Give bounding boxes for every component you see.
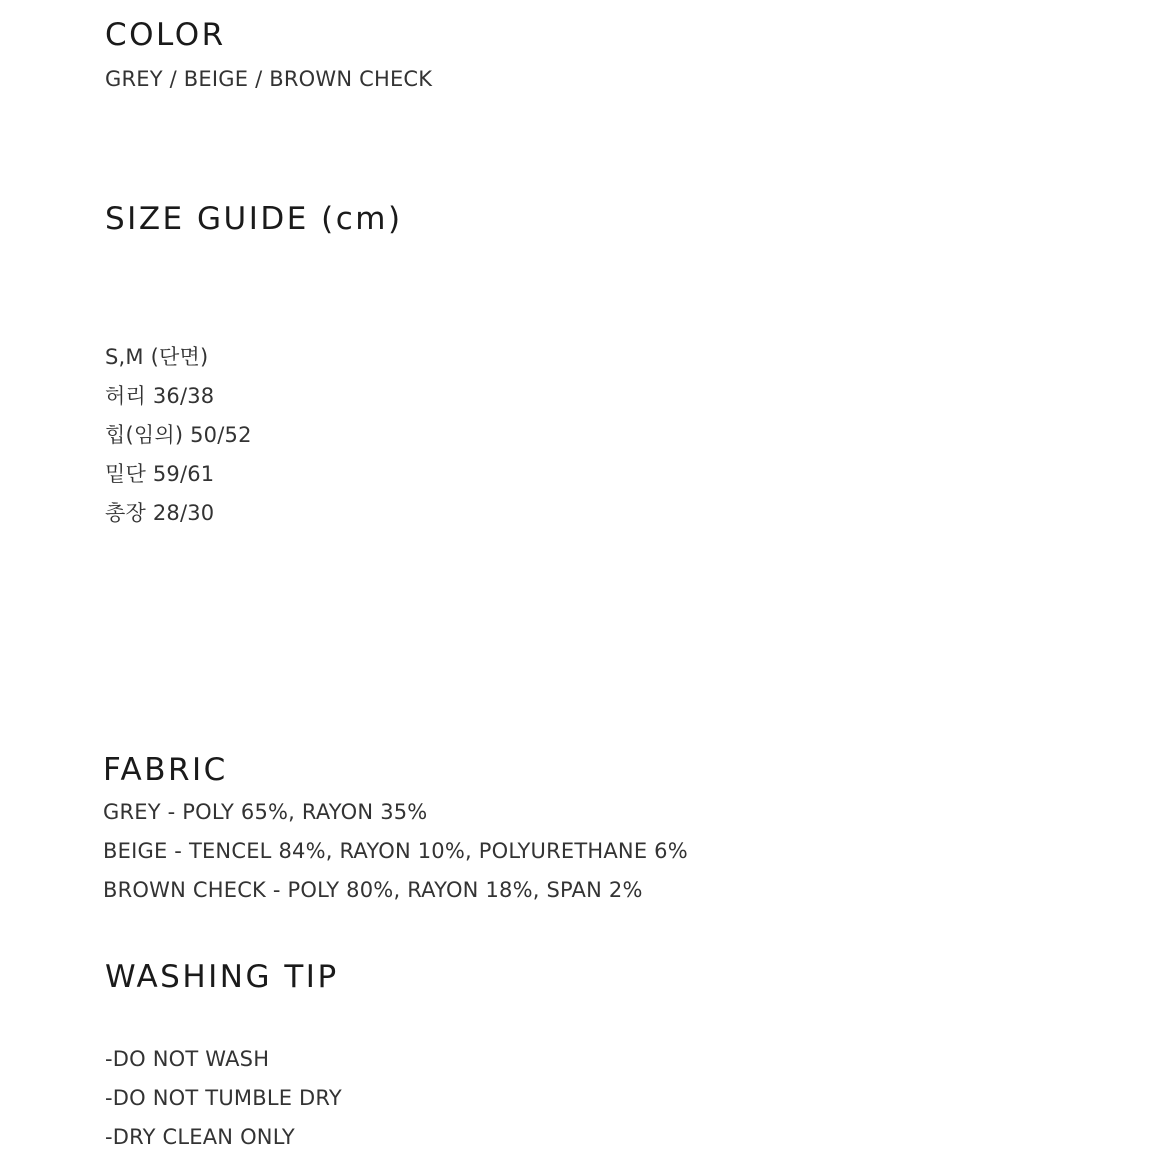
washing-tip-line: -DO NOT TUMBLE DRY <box>105 1086 342 1110</box>
size-guide-line: 힙(임의) 50/52 <box>105 423 252 447</box>
size-guide-line: S,M (단면) <box>105 345 209 369</box>
size-guide-heading: SIZE GUIDE (cm) <box>105 201 403 237</box>
size-guide-line: 허리 36/38 <box>105 384 215 408</box>
fabric-line: GREY - POLY 65%, RAYON 35% <box>103 800 428 824</box>
washing-tip-line: -DRY CLEAN ONLY <box>105 1125 295 1149</box>
color-heading: COLOR <box>105 17 226 53</box>
size-guide-line: 밑단 59/61 <box>105 462 215 486</box>
fabric-line: BEIGE - TENCEL 84%, RAYON 10%, POLYURETHANE 6% <box>103 839 688 863</box>
washing-tip-line: -DO NOT WASH <box>105 1047 270 1071</box>
washing-tip-heading: WASHING TIP <box>105 959 339 995</box>
color-options-text: GREY / BEIGE / BROWN CHECK <box>105 67 433 91</box>
fabric-line: BROWN CHECK - POLY 80%, RAYON 18%, SPAN 2% <box>103 878 643 902</box>
fabric-heading: FABRIC <box>103 752 228 788</box>
size-guide-line: 총장 28/30 <box>105 501 215 525</box>
